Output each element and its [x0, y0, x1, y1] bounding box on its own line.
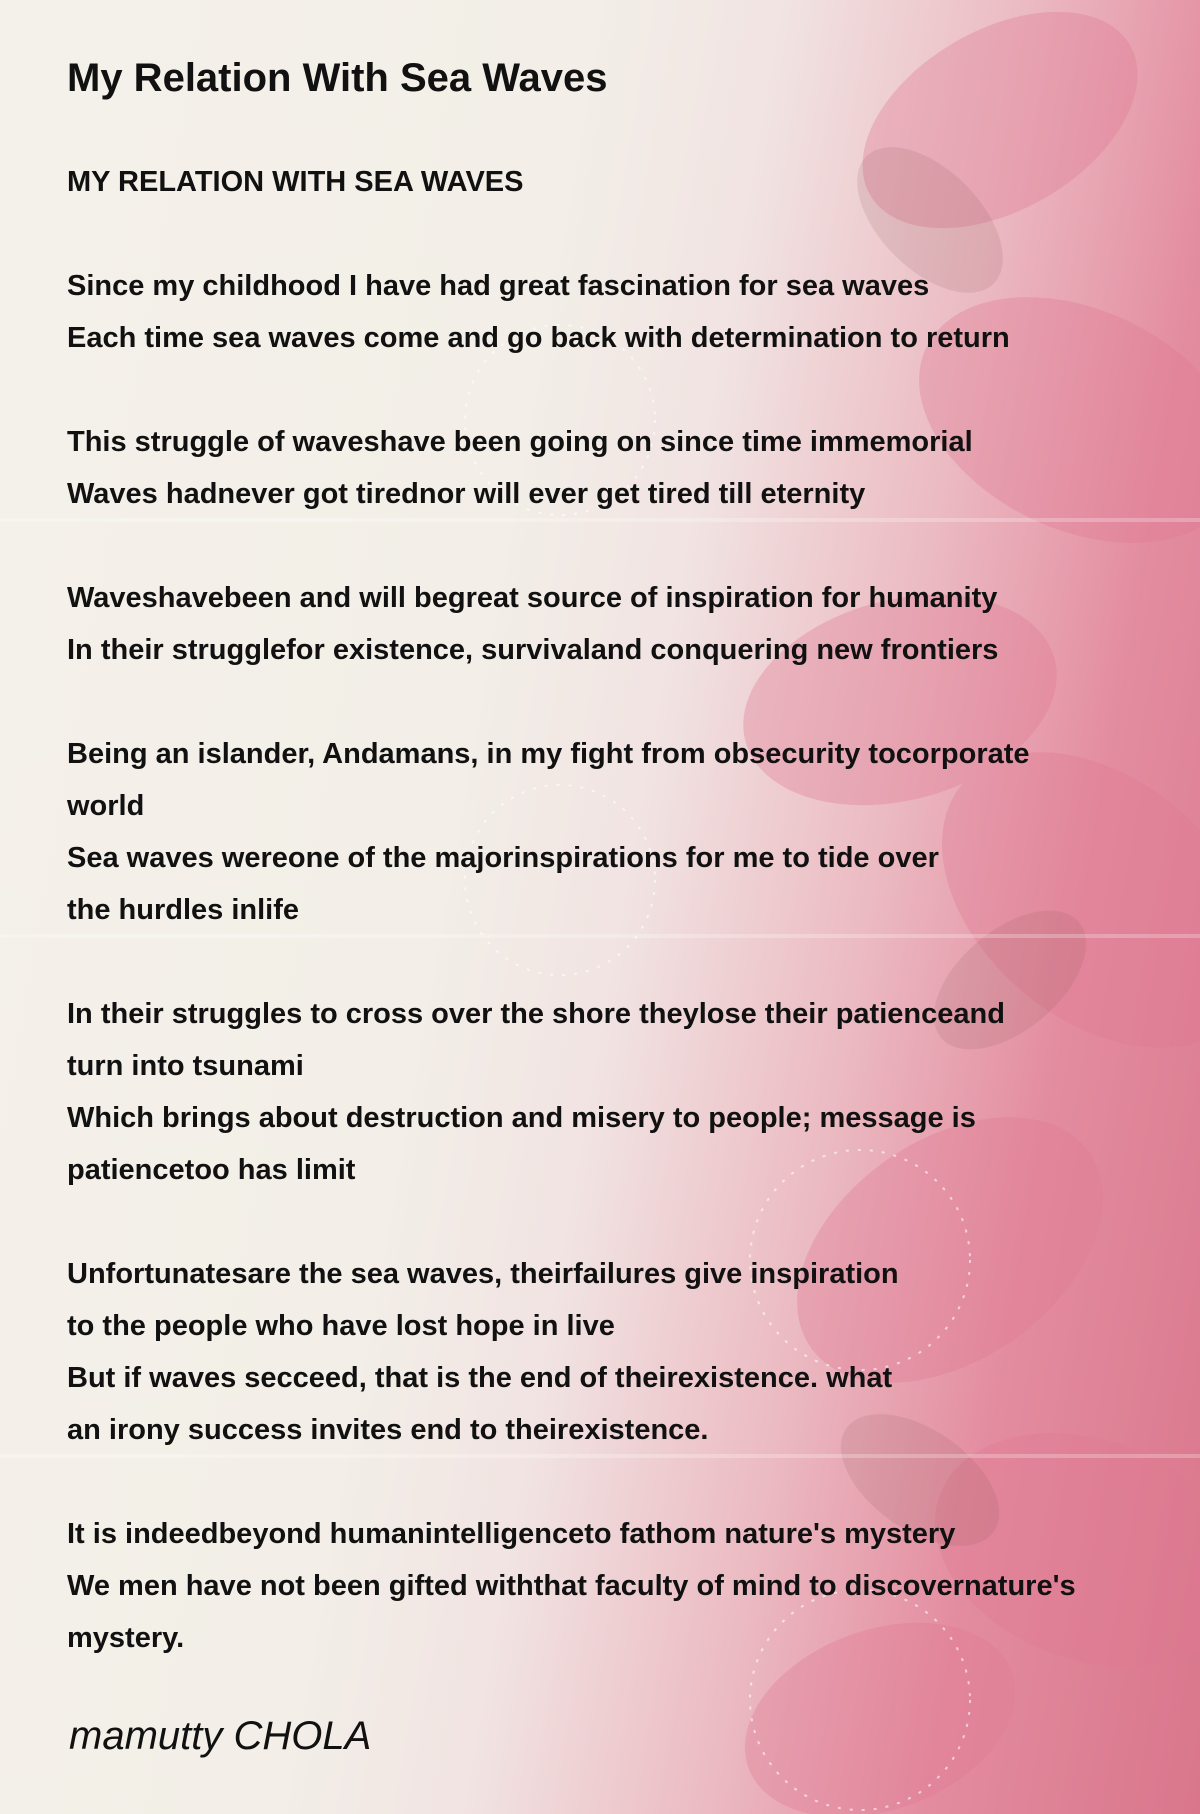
poem-line: Being an islander, Andamans, in my fight from obsecurity tocorporate — [67, 738, 1030, 770]
poem-line: But if waves secceed, that is the end of theirexistence. what — [67, 1362, 893, 1394]
poem-line: turn into tsunami — [67, 1050, 304, 1082]
poem-line: We men have not been gifted withthat faculty of mind to discovernature's — [67, 1570, 1076, 1602]
poem-line: In their strugglefor existence, survivaland conquering new frontiers — [67, 634, 999, 666]
poem-line: world — [67, 790, 145, 822]
poem-author: mamutty CHOLA — [69, 1714, 372, 1758]
poem-line: an irony success invites end to theirexistence. — [67, 1414, 709, 1446]
poem-line: It is indeedbeyond humanintelligenceto fathom nature's mystery — [67, 1518, 956, 1550]
poem-line: to the people who have lost hope in live — [67, 1310, 615, 1342]
poem-line: Which brings about destruction and misery to people; message is — [67, 1102, 976, 1134]
poem-line: Unfortunatesare the sea waves, theirfailures give inspiration — [67, 1258, 899, 1290]
poem-line: Since my childhood I have had great fascination for sea waves — [67, 270, 930, 302]
poem-line: patiencetoo has limit — [67, 1154, 356, 1186]
poem-heading: MY RELATION WITH SEA WAVES — [67, 166, 524, 198]
poem-line: Waves hadnever got tirednor will ever get tired till eternity — [67, 478, 866, 510]
poem-line: This struggle of waveshave been going on since time immemorial — [67, 426, 973, 458]
poem-line: Waveshavebeen and will begreat source of inspiration for humanity — [67, 582, 998, 614]
poem-line: Sea waves wereone of the majorinspirations for me to tide over — [67, 842, 939, 874]
poem-container — [67, 48, 1192, 1664]
poem-body — [67, 156, 1192, 1664]
poem-line: In their struggles to cross over the shore theylose their patienceand — [67, 998, 1005, 1030]
poem-line: mystery. — [67, 1622, 185, 1654]
poem-line: Each time sea waves come and go back with determination to return — [67, 322, 1010, 354]
poem-title: My Relation With Sea Waves — [67, 56, 608, 100]
poem-line: the hurdles inlife — [67, 894, 300, 926]
